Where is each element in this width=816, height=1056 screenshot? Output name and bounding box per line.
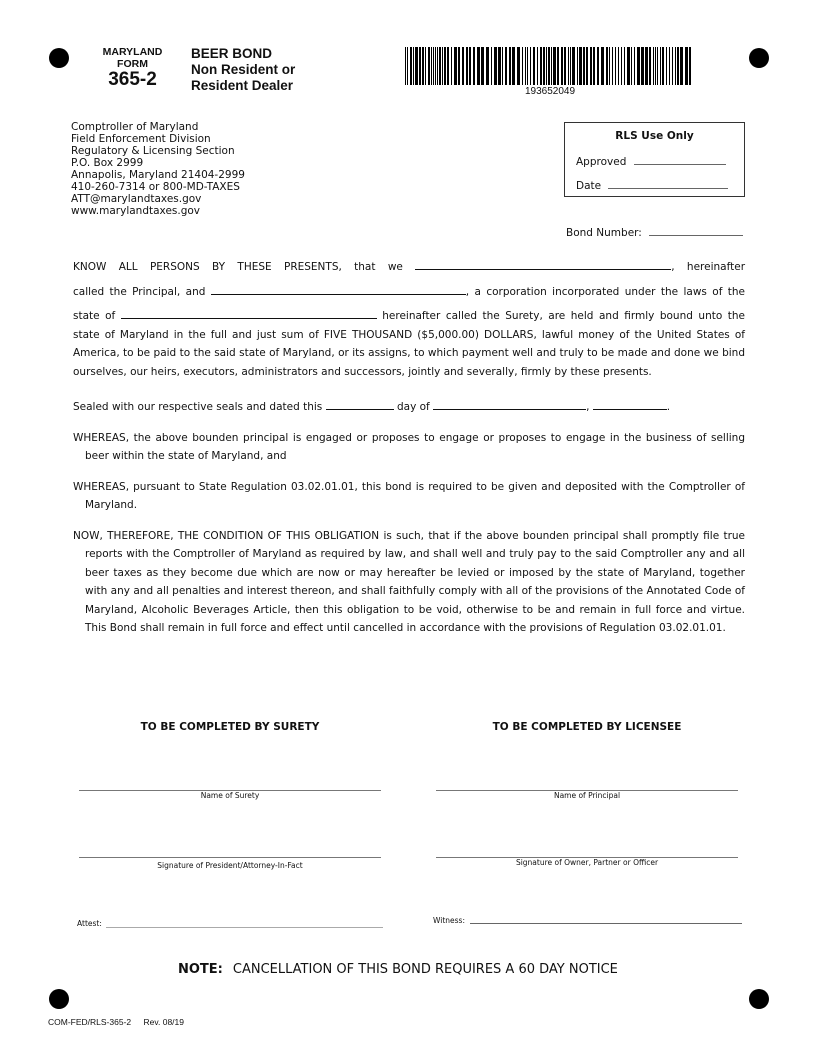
attest-line[interactable] [106,926,383,928]
cancellation-note [178,962,618,977]
barcode [405,47,693,85]
barcode-bar [631,47,632,85]
registration-mark-bottom-left [49,989,69,1009]
bond-number-field[interactable] [649,225,743,236]
barcode-bar [473,47,475,85]
barcode-bar [586,47,588,85]
barcode-bar [593,47,595,85]
barcode-bar [486,47,489,85]
body-text: hereinafter called the Surety, are held and firmly bound unto the [382,310,746,322]
bond-number-row [566,225,743,239]
barcode-bar [606,47,608,85]
form-label [95,46,170,90]
barcode-bar [627,47,630,85]
barcode-bar [410,47,412,85]
address-line: P.O. Box 2999 [71,157,144,169]
body-text: day of [396,401,430,413]
approved-field[interactable] [634,154,726,165]
address-line: Field Enforcement Division [71,133,211,145]
body-text: KNOW ALL PERSONS BY THESE PRESENTS, that we [73,261,403,273]
barcode-bar [561,47,563,85]
barcode-bar [564,47,566,85]
body-text: . [666,401,671,413]
barcode-bar [425,47,426,85]
footer [48,1017,184,1027]
body-text: , a corporation incorporated under the laws of the [465,285,745,298]
barcode-bar [557,47,559,85]
barcode-bar [662,47,664,85]
principal-name-field[interactable] [415,259,671,270]
barcode-bar [466,47,468,85]
barcode-bar [568,47,569,85]
barcode-bar [407,47,408,85]
barcode-bar [502,47,503,85]
barcode-bar [579,47,582,85]
barcode-bar [666,47,667,85]
principal-signature-label: Signature of Owner, Partner or Officer [515,858,659,867]
barcode-bar [462,47,464,85]
barcode-bar [491,47,492,85]
surety-signature-label: Signature of President/Attorney-In-Fact [157,861,303,870]
barcode-bar [609,47,610,85]
barcode-bar [433,47,434,85]
barcode-bar [597,47,599,85]
barcode-bar [540,47,542,85]
attest-label: Attest: [77,919,102,928]
barcode-bar [680,47,683,85]
barcode-bar [612,47,613,85]
barcode-bar [551,47,552,85]
barcode-bar [689,47,691,85]
title-line-2: Non Resident or [191,62,296,77]
condition-paragraph: NOW, THEREFORE, THE CONDITION OF THIS OBLIGATION is such, that if the above bounden principal shall promptly file true reports with the Comptroller of Maryland as required by law, and shall well and truly pay to the said Comptroller any and all beer taxes as they become due which are now or may hereafter be levied or imposed by the state of Maryland, together with any and all penalties and interest thereon, and shall faithfully comply with all of the provisions of the Annotated Code of Maryland, Alcoholic Beverages Article, then this obligation to be void, otherwise to be and remain in full force and virtue. This Bond shall remain in full force and effect until cancelled in accordance with the provisions of Regulation 03.02.01.01. [73,529,745,634]
barcode-bar [618,47,619,85]
barcode-bar [454,47,457,85]
principal-name-label: Name of Principal [553,791,621,800]
barcode-bar [577,47,578,85]
barcode-bar [601,47,604,85]
barcode-bar [477,47,480,85]
body-text: , [586,401,590,413]
sealed-line [73,398,745,417]
barcode-bar [413,47,414,85]
barcode-bar [590,47,592,85]
title-line-3: Resident Dealer [191,78,294,93]
barcode-bar [537,47,538,85]
barcode-bar [435,47,436,85]
surety-line [73,283,745,302]
barcode-bar [653,47,654,85]
sealed-year-field[interactable] [593,399,667,410]
barcode-bar [553,47,556,85]
surety-state-field[interactable] [121,308,377,319]
principal-line [73,258,745,277]
barcode-bar [621,47,622,85]
barcode-bar [548,47,550,85]
barcode-bar [522,47,523,85]
barcode-bar [517,47,520,85]
sealed-month-field[interactable] [433,399,586,410]
barcode-bar [527,47,528,85]
form-word: FORM [117,58,148,70]
attest-row [77,919,102,928]
barcode-bar [572,47,575,85]
comptroller-address [71,121,245,217]
barcode-bar [481,47,484,85]
barcode-bar [672,47,673,85]
registration-mark-top-left [49,48,69,68]
body-text: Sealed with our respective seals and dated this [73,401,323,413]
whereas-paragraph-1: WHEREAS, the above bounden principal is engaged or proposes to engage or proposes to engage in the business of selling beer within the state of Maryland, and [73,431,745,462]
body-text: , hereinafter [671,261,746,273]
barcode-bar [437,47,438,85]
barcode-bar [624,47,625,85]
barcode-bar [533,47,535,85]
body-text: called the Principal, and [73,285,206,298]
state-line [73,307,745,326]
barcode-bar [405,47,406,85]
barcode-bar [634,47,635,85]
barcode-bar [657,47,658,85]
barcode-bar [428,47,430,85]
licensee-heading: TO BE COMPLETED BY LICENSEE [492,721,682,733]
registration-mark-top-right [749,48,769,68]
witness-label: Witness: [433,916,465,925]
address-line: Annapolis, Maryland 21404-2999 [71,169,245,181]
barcode-bar [583,47,585,85]
barcode-bar [458,47,460,85]
barcode-bar [505,47,507,85]
address-line: Comptroller of Maryland [71,121,199,133]
surety-signature-line[interactable] [79,856,381,858]
address-line: Regulatory & Licensing Section [71,145,235,157]
date-label: Date [576,180,602,192]
approved-label: Approved [576,156,627,168]
barcode-bar [442,47,443,85]
barcode-bar [498,47,501,85]
rls-date-field[interactable] [608,178,728,189]
witness-row [433,916,465,925]
approved-row [576,154,726,168]
address-email: ATT@marylandtaxes.gov [71,193,202,205]
barcode-bar [431,47,432,85]
title-line-1: BEER BOND [191,46,273,61]
barcode-bar [494,47,497,85]
barcode-bar [655,47,656,85]
barcode-bar [641,47,644,85]
barcode-bar [451,47,452,85]
barcode-bar [509,47,511,85]
barcode-bar [645,47,648,85]
note-text: CANCELLATION OF THIS BOND REQUIRES A 60 DAY NOTICE [232,962,618,977]
rls-box-title: RLS Use Only [615,130,694,142]
form-title [191,46,295,94]
barcode-bar [530,47,531,85]
whereas-paragraph-2: WHEREAS, pursuant to State Regulation 03.02.01.01, this bond is required to be given and deposited with the Comptroller of Maryland. [73,480,745,511]
barcode-bar [415,47,418,85]
barcode-bar [444,47,446,85]
footer-revision: Rev. 08/19 [143,1017,184,1027]
barcode-bar [677,47,679,85]
barcode-bar [660,47,661,85]
barcode-bar [469,47,471,85]
barcode-bar [546,47,547,85]
barcode-bar [649,47,651,85]
address-line: 410-260-7314 or 800-MD-TAXES [71,181,240,193]
rls-use-only-box [564,122,745,197]
barcode-bar [543,47,545,85]
barcode-bar [685,47,688,85]
barcode-bar [615,47,616,85]
barcode-bar [512,47,515,85]
note-label: NOTE: [178,962,223,977]
bond-body [73,258,745,638]
barcode-bar [675,47,676,85]
surety-name-field[interactable] [211,284,466,295]
barcode-number: 193652049 [524,86,576,97]
barcode-image [405,47,693,85]
date-row [576,178,728,192]
barcode-bar [669,47,670,85]
barcode-bar [439,47,441,85]
barcode-bar [637,47,640,85]
barcode-bar [525,47,526,85]
bond-sum-paragraph: state of Maryland in the full and just sum of FIVE THOUSAND ($5,000.00) DOLLARS, lawful money of the United States of America, to be paid to the said state of Maryland, or its assigns, to which payment well and truly to be made and done we bind ourselves, our heirs, executors, administrators and successors, jointly and severally, firmly by these presents. [73,328,745,378]
form-number: 365-2 [108,69,157,90]
barcode-bar [422,47,424,85]
surety-name-label: Name of Surety [200,791,260,800]
sealed-day-field[interactable] [326,399,394,410]
barcode-bar [570,47,571,85]
footer-form-code: COM-FED/RLS-365-2 [48,1017,132,1027]
state-label: MARYLAND [102,46,163,58]
bond-number-label: Bond Number: [566,227,642,239]
body-text: state of [73,310,116,322]
barcode-bar [447,47,449,85]
registration-mark-bottom-right [749,989,769,1009]
witness-line[interactable] [470,922,742,924]
address-website: www.marylandtaxes.gov [71,205,201,217]
barcode-bar [419,47,421,85]
surety-heading: TO BE COMPLETED BY SURETY [140,721,320,733]
